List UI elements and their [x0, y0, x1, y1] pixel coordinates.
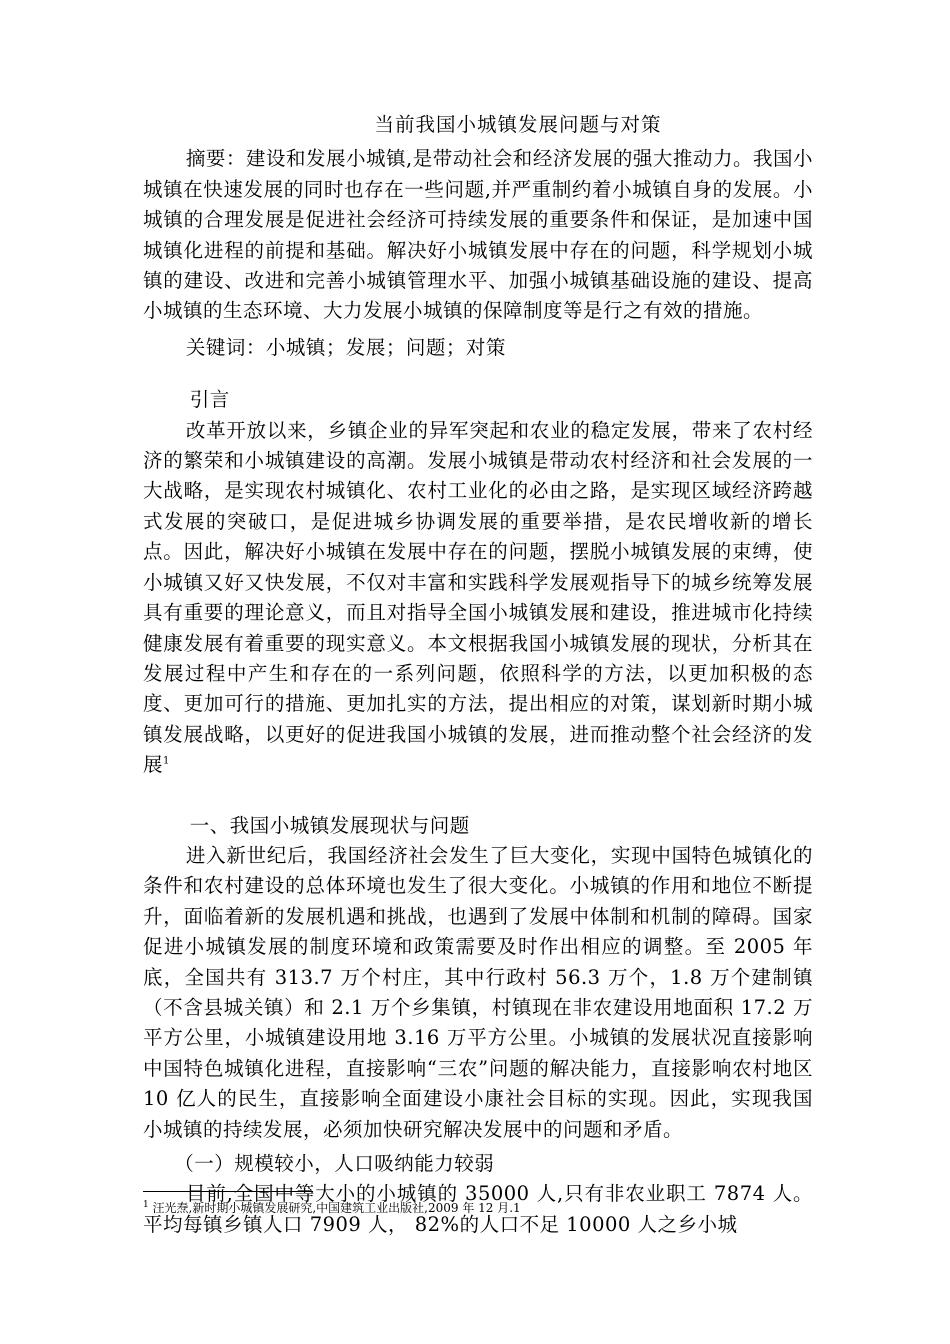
- section-heading-1: 一、我国小城镇发展现状与问题: [189, 813, 470, 837]
- section-1-paragraph: 进入新世纪后，我国经济社会发生了巨大变化，实现中国特色城镇化的条件和农村建设的总体环境也发生了很大变化。小城镇的作用和地位不断提升，面临着新的发展机遇和挑战，也遇到了发展中体制和机制的障碍。国家促进小城镇发展的制度环境和政策需要及时作出相应的调整。至 2005 年底，全国共有 313.7 万个村庄，其中行政村 56.3 万个，1.8 万个建制镇（不含县城关镇）和 2.1 万个乡集镇，村镇现在非农建设用地面积 17.2 万平方公里，小城镇建设用地 3.16 万平方公里。小城镇的发展状况直接影响中国特色城镇化进程，直接影响“三农”问题的解决能力，直接影响农村地区 10 亿人的民生，直接影响全面建设小康社会目标的实现。因此，实现我国小城镇的持续发展，必须加快研究解决发展中的问题和矛盾。: [143, 843, 813, 1141]
- intro-paragraph: [143, 416, 813, 781]
- footnote-marker: 1: [143, 1200, 149, 1210]
- abstract-paragraph: 摘要：建设和发展小城镇,是带动社会和经济发展的强大推动力。我国小城镇在快速发展的同时也存在一些问题,并严重制约着小城镇自身的发展。小城镇的合理发展是促进社会经济可持续发展的重要条件和保证，是加速中国城镇化进程的前提和基础。解决好小城镇发展中存在的问题，科学规划小城镇的建设、改进和完善小城镇管理水平、加强小城镇基础设施的建设、提高小城镇的生态环境、大力发展小城镇的保障制度等是行之有效的措施。: [143, 147, 813, 323]
- intro-heading: 引言: [189, 388, 230, 412]
- document-body: [143, 110, 813, 1240]
- footnote: [143, 1197, 521, 1216]
- footnote-text: 汪光焘,新时期小城镇发展研究,中国建筑工业出版社,2009 年 12 月.1: [148, 1201, 521, 1215]
- keywords-line: 关键词：小城镇；发展；问题；对策: [185, 335, 506, 359]
- subsection-1-paragraph: 目前,全国中等大小的小城镇的 35000 人,只有非农业职工 7874 人。平均每镇乡镇人口 7909 人， 82%的人口不足 10000 人之乡小城: [143, 1182, 813, 1236]
- intro-text: 改革开放以来，乡镇企业的异军突起和农业的稳定发展，带来了农村经济的繁荣和小城镇建设的高潮。发展小城镇是带动农村经济和社会发展的一大战略，是实现农村城镇化、农村工业化的必由之路，是实现区域经济跨越式发展的突破口，是促进城乡协调发展的重要举措，是农民增收新的增长点。因此，解决好小城镇在发展中存在的问题，摆脱小城镇发展的束缚，使小城镇又好又快发展，不仅对丰富和实践科学发展观指导下的城乡统筹发展具有重要的理论意义，而且对指导全国小城镇发展和建设，推进城市化持续健康发展有着重要的现实意义。本文根据我国小城镇发展的现状，分析其在发展过程中产生和存在的一系列问题，依照科学的方法，以更加积极的态度、更加可行的措施、更加扎实的方法，提出相应的对策，谋划新时期小城镇发展战略，以更好的促进我国小城镇的发展，进而推动整个社会经济的发展: [143, 418, 813, 777]
- footnote-reference: 1: [163, 755, 170, 767]
- subsection-heading-1: （一）规模较小，人口吸纳能力较弱: [174, 1152, 495, 1175]
- page-title: 当前我国小城镇发展问题与对策: [374, 113, 662, 136]
- footnote-divider: [143, 1191, 313, 1192]
